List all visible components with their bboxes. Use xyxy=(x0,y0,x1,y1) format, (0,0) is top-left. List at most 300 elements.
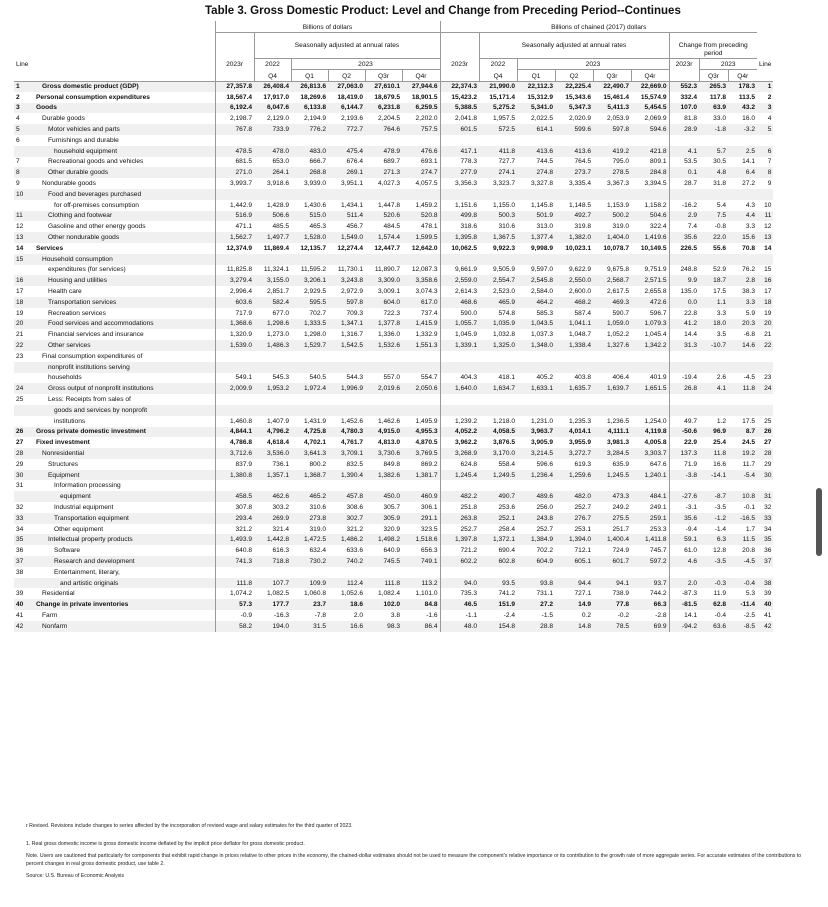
cell-value: 640.8 xyxy=(215,545,254,556)
cell-value xyxy=(593,405,631,416)
table-row xyxy=(14,103,773,114)
cell-value: 63.9 xyxy=(699,103,728,114)
cell-value: 1,452.6 xyxy=(341,417,363,425)
cell-value: 421.8 xyxy=(631,146,669,157)
cell-value xyxy=(669,405,699,416)
cell-value: 2,550.0 xyxy=(555,275,593,286)
cell-value: 22,669.0 xyxy=(631,81,669,92)
cell-value: 1,518.6 xyxy=(402,534,440,545)
cell-value: 1.7 xyxy=(745,525,755,533)
cell-value: 795.0 xyxy=(612,158,629,166)
cell-value: 405.2 xyxy=(536,374,553,382)
cell-value: 1,332.9 xyxy=(415,331,438,339)
cell-value: 31.3 xyxy=(669,340,699,351)
cell-value: 635.9 xyxy=(612,460,629,468)
cell-value: 2,129.0 xyxy=(267,115,289,123)
table-row xyxy=(14,405,773,416)
cell-value xyxy=(440,189,479,200)
cell-value: 1,633.1 xyxy=(517,383,555,394)
cell-value: 590.0 xyxy=(440,308,479,319)
cell-value: -81.5 xyxy=(669,599,699,610)
change-header: Change from preceding period xyxy=(669,32,757,58)
cell-value: 1,395.8 xyxy=(440,232,479,243)
cell-value: 61.0 xyxy=(669,545,699,556)
cell-value: 321.2 xyxy=(215,524,254,535)
cell-value: 6,192.4 xyxy=(215,103,254,114)
cell-value: 1,493.9 xyxy=(215,534,254,545)
cell-value: 1,400.4 xyxy=(593,534,631,545)
cell-value: -1.4 xyxy=(714,525,726,533)
cell-value: 2,559.0 xyxy=(440,275,479,286)
cell-value: 15,423.2 xyxy=(440,92,479,103)
row-label: institutions xyxy=(54,417,86,425)
table-row xyxy=(14,534,773,545)
cell-value: -5.4 xyxy=(728,470,757,481)
cell-value: 2,019.6 xyxy=(365,383,402,394)
cell-value: 727.7 xyxy=(498,158,515,166)
table-row xyxy=(14,275,773,286)
line-number-right: 18 xyxy=(757,297,773,308)
cell-value: 43.2 xyxy=(728,103,757,114)
cell-value: 712.1 xyxy=(574,547,591,555)
cell-value xyxy=(728,254,757,265)
cell-value: 603.6 xyxy=(215,297,254,308)
cell-value: 4,057.5 xyxy=(415,180,438,188)
cell-value: 1,528.0 xyxy=(291,232,328,243)
cell-value: 1,442.9 xyxy=(215,200,254,211)
cell-value: 1,411.8 xyxy=(631,534,669,545)
cell-value: -16.3 xyxy=(273,611,289,619)
cell-value: 1,101.0 xyxy=(415,590,438,598)
cell-value: 1,382.6 xyxy=(365,470,402,481)
cell-value: 14.1 xyxy=(742,158,755,166)
cell-value: 137.3 xyxy=(669,448,699,459)
cell-value: 764.5 xyxy=(574,158,591,166)
table-row xyxy=(14,113,773,124)
cell-value xyxy=(631,480,669,491)
line-number-right xyxy=(757,394,773,405)
cell-value: 5,388.5 xyxy=(440,103,479,114)
line-number-right: 40 xyxy=(757,599,773,610)
cell-value xyxy=(593,567,631,578)
cell-value: 1,249.5 xyxy=(479,470,517,481)
line-number-right: 30 xyxy=(757,470,773,481)
line-number: 24 xyxy=(14,383,32,394)
line-number-right: 36 xyxy=(764,547,772,555)
cell-value: 243.8 xyxy=(517,513,555,524)
row-label: Recreational goods and vehicles xyxy=(48,158,144,166)
cell-value: 411.8 xyxy=(479,146,517,157)
cell-value xyxy=(479,405,517,416)
cell-value: -16.2 xyxy=(669,200,699,211)
cell-value xyxy=(440,362,479,373)
cell-value: 14.6 xyxy=(728,340,757,351)
cell-value: 271.0 xyxy=(215,167,254,178)
row-label: Furnishings and durable xyxy=(48,136,119,144)
cell-value xyxy=(517,135,555,146)
line-number: 42 xyxy=(14,621,32,632)
cell-value: 401.9 xyxy=(649,374,667,382)
col-q4-2023-real: Q4r xyxy=(631,69,669,81)
cell-value: 460.9 xyxy=(402,491,440,502)
cell-value: 251.7 xyxy=(612,525,629,533)
table-row xyxy=(14,319,773,330)
line-number: 4 xyxy=(16,115,20,123)
cell-value xyxy=(669,480,699,491)
cell-value: 269.1 xyxy=(328,167,365,178)
table-row xyxy=(14,599,773,610)
cell-value: 1,357.1 xyxy=(254,470,291,481)
cell-value: 4,761.7 xyxy=(341,439,363,447)
cell-value: 489.6 xyxy=(517,491,555,502)
cell-value: 278.5 xyxy=(593,167,631,178)
cell-value: 2,204.5 xyxy=(378,115,400,123)
cell-value: 3,272.7 xyxy=(555,448,593,459)
cell-value: 516.9 xyxy=(215,211,254,222)
cell-value xyxy=(631,567,669,578)
line-number xyxy=(14,578,32,589)
cell-value: 457.8 xyxy=(328,491,365,502)
cell-value: 483.0 xyxy=(291,146,328,157)
cell-value: 93.7 xyxy=(631,578,669,589)
year-2023-quarters-nominal: 2023 xyxy=(291,58,440,69)
cell-value: 86.4 xyxy=(402,621,440,632)
cell-value: -8.7 xyxy=(699,491,728,502)
cell-value: 1,382.0 xyxy=(555,232,593,243)
line-number-right: 39 xyxy=(764,590,772,598)
cell-value: 595.5 xyxy=(291,297,328,308)
row-label: Equipment xyxy=(32,470,215,481)
line-number-right: 9 xyxy=(767,180,772,188)
cell-value: 1,079.3 xyxy=(631,319,669,330)
cell-value: 1,320.9 xyxy=(215,329,254,340)
cell-value xyxy=(402,362,440,373)
table-row xyxy=(14,146,773,157)
cell-value xyxy=(215,351,254,362)
cell-value: 1,151.6 xyxy=(440,200,479,211)
year-2023-quarters-real: 2023 xyxy=(517,58,669,69)
cell-value: 2,614.3 xyxy=(440,286,479,297)
cell-value: 737.4 xyxy=(420,309,438,317)
cell-value: 16.6 xyxy=(328,621,365,632)
table-row xyxy=(14,81,773,92)
cell-value: 3,641.3 xyxy=(291,448,328,459)
row-label: Household consumption xyxy=(32,254,215,265)
row-label: households xyxy=(48,374,82,382)
cell-value: 1,381.7 xyxy=(402,470,440,481)
cell-value: 8.7 xyxy=(728,427,757,438)
cell-value xyxy=(699,394,728,405)
cell-value: 256.0 xyxy=(536,503,553,511)
line-number-right: 15 xyxy=(764,266,772,274)
cell-value: 28.9 xyxy=(669,124,699,135)
cell-value xyxy=(555,480,593,491)
cell-value xyxy=(631,351,669,362)
cell-value: 484.5 xyxy=(383,223,400,231)
cell-value: 7.5 xyxy=(699,211,728,222)
cell-value: 1,082.4 xyxy=(378,590,400,598)
cell-value xyxy=(631,189,669,200)
table-row xyxy=(14,459,773,470)
line-number-right: 35 xyxy=(757,534,773,545)
cell-value: 418.1 xyxy=(498,374,515,382)
cell-value: -10.7 xyxy=(699,340,728,351)
cell-value xyxy=(631,362,669,373)
cell-value: 693.1 xyxy=(420,158,438,166)
cell-value: 724.9 xyxy=(612,547,629,555)
cell-value: 12,642.0 xyxy=(411,244,438,252)
cell-value: 3,206.1 xyxy=(291,275,328,286)
cell-value xyxy=(699,135,728,146)
cell-value: -3.1 xyxy=(669,502,699,513)
row-label: Other services xyxy=(32,340,215,351)
cell-value xyxy=(365,567,402,578)
line-number: 31 xyxy=(16,482,24,490)
cell-value: 5.4 xyxy=(716,201,726,209)
cell-value: 1,442.8 xyxy=(254,534,291,545)
cell-value: 473.3 xyxy=(593,491,631,502)
cell-value: -3.5 xyxy=(714,503,726,511)
cell-value: 772.7 xyxy=(328,124,365,135)
cell-value: 764.6 xyxy=(365,124,402,135)
cell-value xyxy=(593,480,631,491)
cell-value: 3,170.0 xyxy=(479,448,517,459)
year-2023-change-quarters: 2023 xyxy=(699,58,757,69)
row-label: Durable goods xyxy=(42,115,85,123)
cell-value: 9,597.0 xyxy=(531,266,553,274)
line-number: 7 xyxy=(16,158,20,166)
line-number: 5 xyxy=(14,124,32,135)
cell-value: 27.2 xyxy=(517,599,555,610)
table-row xyxy=(14,513,773,524)
cell-value: 1,957.5 xyxy=(493,115,515,123)
scrollbar-thumb[interactable] xyxy=(816,488,822,556)
cell-value: 1,404.0 xyxy=(593,232,631,243)
cell-value: 10.8 xyxy=(728,491,757,502)
cell-value: 468.2 xyxy=(555,297,593,308)
cell-value: 2,617.5 xyxy=(607,288,629,296)
cell-value xyxy=(555,394,593,405)
line-number: 10 xyxy=(14,189,32,200)
cell-value: 3,394.5 xyxy=(644,180,667,188)
cell-value: 5,411.3 xyxy=(593,103,631,114)
cell-value: 604.9 xyxy=(517,556,555,567)
row-label: Personal consumption expenditures xyxy=(36,93,150,101)
cell-value: 4,111.1 xyxy=(593,427,631,438)
cell-value: 582.4 xyxy=(254,297,291,308)
cell-value xyxy=(517,254,555,265)
cell-value: 2,523.0 xyxy=(493,288,515,296)
cell-value: 249.2 xyxy=(612,503,629,511)
cell-value: 6,047.6 xyxy=(254,103,291,114)
line-number-right: 12 xyxy=(764,223,772,231)
line-number: 22 xyxy=(14,340,32,351)
cell-value: 268.8 xyxy=(291,167,328,178)
cell-value: 15,171.4 xyxy=(489,93,515,101)
cell-value: 1,259.6 xyxy=(555,470,593,481)
row-label: Goods xyxy=(32,103,215,114)
cell-value: 253.3 xyxy=(649,525,667,533)
row-label: goods and services by nonprofit xyxy=(32,405,215,416)
cell-value: -16.5 xyxy=(728,513,757,524)
cell-value xyxy=(631,254,669,265)
table-row xyxy=(14,211,773,222)
line-number: 30 xyxy=(14,470,32,481)
row-label: Final consumption expenditures of xyxy=(42,352,143,360)
cell-value xyxy=(728,135,757,146)
cell-value: 2,022.5 xyxy=(531,115,553,123)
cell-value: -3.2 xyxy=(728,124,757,135)
cell-value xyxy=(728,405,757,416)
cell-value: 107.0 xyxy=(669,103,699,114)
cell-value: 1,240.1 xyxy=(631,470,669,481)
cell-value: 3,981.3 xyxy=(607,439,629,447)
cell-value: 4,796.2 xyxy=(254,427,291,438)
cell-value: 332.4 xyxy=(669,92,699,103)
cell-value: 109.9 xyxy=(291,578,328,589)
cell-value xyxy=(402,394,440,405)
cell-value: -94.2 xyxy=(669,621,699,632)
col-q3-2023-real: Q3r xyxy=(593,69,631,81)
cell-value: 624.8 xyxy=(440,459,479,470)
line-number-right: 33 xyxy=(757,513,773,524)
line-number xyxy=(14,265,32,276)
line-number: 40 xyxy=(14,599,32,610)
cell-value xyxy=(215,362,254,373)
cell-value: 1,495.9 xyxy=(415,417,438,425)
cell-value: 53.5 xyxy=(669,157,699,168)
line-number-right: 27 xyxy=(764,439,772,447)
cell-value: 276.7 xyxy=(555,513,593,524)
cell-value: 744.5 xyxy=(536,158,553,166)
cell-value xyxy=(402,351,440,362)
cell-value xyxy=(440,567,479,578)
cell-value xyxy=(215,189,254,200)
cell-value: 2,020.9 xyxy=(569,115,591,123)
line-number-right: 38 xyxy=(757,578,773,589)
cell-value: 2,193.6 xyxy=(341,115,363,123)
cell-value: 2,009.9 xyxy=(215,383,254,394)
cell-value: 3,918.6 xyxy=(267,180,289,188)
cell-value: 17,917.0 xyxy=(263,93,289,101)
cell-value: 111.8 xyxy=(365,578,402,589)
cell-value xyxy=(328,254,365,265)
cell-value: 3,712.6 xyxy=(215,448,254,459)
seasonally-header-nominal: Seasonally adjusted at annual rates xyxy=(254,32,440,58)
col-q4-change: Q4r xyxy=(728,69,757,81)
cell-value: 1,447.8 xyxy=(378,201,400,209)
cell-value xyxy=(728,480,757,491)
seasonally-header-real: Seasonally adjusted at annual rates xyxy=(479,32,669,58)
cell-value: 1,041.1 xyxy=(555,319,593,330)
cell-value: 12,447.7 xyxy=(374,244,400,252)
cell-value: 749.1 xyxy=(402,556,440,567)
cell-value: 35.6 xyxy=(669,513,699,524)
cell-value: 500.3 xyxy=(479,211,517,222)
line-number-right xyxy=(757,351,773,362)
cell-value: 27.2 xyxy=(742,180,755,188)
cell-value: 735.3 xyxy=(440,588,479,599)
cell-value xyxy=(479,135,517,146)
table-row xyxy=(14,470,773,481)
cell-value xyxy=(365,480,402,491)
line-number-right: 26 xyxy=(757,427,773,438)
line-number xyxy=(14,362,32,373)
cell-value: 5,454.5 xyxy=(631,103,669,114)
cell-value: 677.0 xyxy=(272,309,289,317)
cell-value: 49.7 xyxy=(669,416,699,427)
cell-value: 271.3 xyxy=(365,167,402,178)
row-label: Nonresidential xyxy=(32,448,215,459)
cell-value: 3,243.8 xyxy=(328,275,365,286)
cell-value: -0.4 xyxy=(728,578,757,589)
line-number: 26 xyxy=(14,427,32,438)
cell-value: 4,052.2 xyxy=(440,427,479,438)
cell-value: 76.2 xyxy=(742,266,755,274)
cell-value: 468.6 xyxy=(440,297,479,308)
cell-value: 16.6 xyxy=(713,460,726,468)
cell-value xyxy=(479,351,517,362)
cell-value: 800.2 xyxy=(309,460,326,468)
cell-value: 11.8 xyxy=(728,383,757,394)
line-number-right xyxy=(757,405,773,416)
cell-value: 48.0 xyxy=(440,621,479,632)
cell-value: 11,595.2 xyxy=(300,266,326,274)
cell-value: 12,087.3 xyxy=(411,266,438,274)
row-label: and artistic originals xyxy=(32,578,215,589)
cell-value: 117.8 xyxy=(709,93,726,101)
line-number-right: 17 xyxy=(764,288,772,296)
cell-value: 252.1 xyxy=(479,513,517,524)
cell-value: 15.6 xyxy=(728,232,757,243)
row-label: Housing and utilities xyxy=(32,275,215,286)
cell-value: 462.6 xyxy=(254,491,291,502)
cell-value: 2,600.0 xyxy=(569,288,591,296)
line-number-right xyxy=(757,135,773,146)
cell-value: 248.8 xyxy=(669,265,699,276)
cell-value: 3,358.6 xyxy=(402,275,440,286)
row-label: Gasoline and other energy goods xyxy=(48,223,146,231)
cell-value: 1,245.4 xyxy=(440,470,479,481)
cell-value: -11.4 xyxy=(728,599,757,610)
cell-value: 293.4 xyxy=(215,513,254,524)
cell-value: 3,335.4 xyxy=(569,180,591,188)
line-number-right: 3 xyxy=(757,103,773,114)
line-number-right: 20 xyxy=(757,319,773,330)
line-number: 23 xyxy=(16,352,24,360)
cell-value: 18,567.4 xyxy=(215,92,254,103)
cell-value: 4,780.3 xyxy=(328,427,365,438)
cell-value: 17.5 xyxy=(713,288,726,296)
cell-value: 4,005.8 xyxy=(644,439,667,447)
cell-value: 511.4 xyxy=(328,211,365,222)
cell-value: 5.3 xyxy=(745,590,755,598)
cell-value: 308.6 xyxy=(346,503,363,511)
cell-value: 1,155.0 xyxy=(493,201,515,209)
cell-value xyxy=(728,567,757,578)
cell-value: -14.1 xyxy=(699,470,728,481)
cell-value: 38.3 xyxy=(742,288,755,296)
cell-value: 305.7 xyxy=(383,503,400,511)
cell-value: 721.2 xyxy=(440,545,479,556)
cell-value: 307.8 xyxy=(215,502,254,513)
cell-value: 465.9 xyxy=(479,297,517,308)
cell-value: 1,486.2 xyxy=(328,534,365,545)
cell-value: 3,009.1 xyxy=(378,288,400,296)
cell-value: 6,144.7 xyxy=(328,103,365,114)
cell-value: -1.6 xyxy=(426,611,438,619)
cell-value: 17.5 xyxy=(742,417,755,425)
